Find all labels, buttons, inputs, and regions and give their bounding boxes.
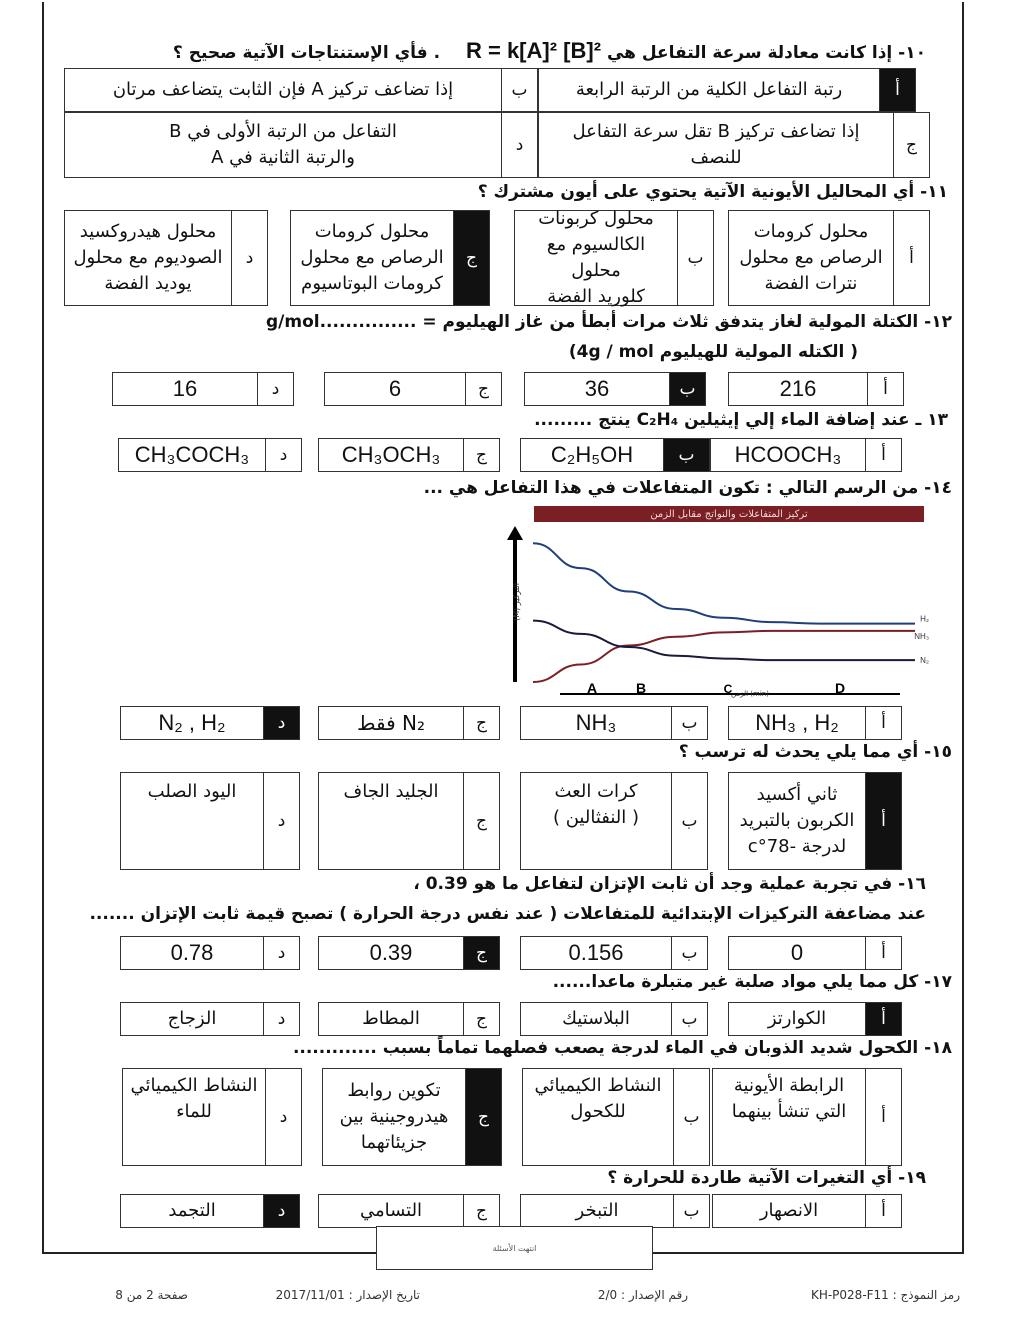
- q10-text: ١٠- إذا كانت معادلة سرعة التفاعل هي R = k[A]² [B]² . فأي الإستنتاجات الآتية صحيح ؟: [172, 38, 926, 63]
- q19-option-b-text: التبخر: [575, 1199, 619, 1221]
- q13-option-b[interactable]: [520, 438, 710, 472]
- q15-option-b[interactable]: [520, 772, 708, 870]
- q17-option-c[interactable]: [318, 1002, 500, 1036]
- q14-option-b[interactable]: [520, 706, 708, 740]
- q14-option-c-text: N₂ فقط: [357, 710, 426, 735]
- q15-text: ١٥- أي مما يلي يحدث له ترسب ؟: [678, 742, 952, 762]
- q12-option-d[interactable]: [112, 372, 294, 406]
- series-line-2: [533, 621, 915, 660]
- q16-line1: ١٦- في تجربة عملية وجد أن ثابت الإتزان لتفاعل ما هو 0.39 ،: [413, 874, 926, 894]
- q13-option-a-letter: أ: [865, 439, 901, 471]
- q11-option-c-text: محلول كرومات الرصاص مع محلول كرومات البوتاسيوم: [300, 220, 444, 295]
- q19-option-b[interactable]: [520, 1194, 710, 1228]
- q16-option-a-text: 0: [790, 940, 804, 966]
- q19-option-c[interactable]: [318, 1194, 500, 1228]
- series-label-2: N₂: [920, 656, 929, 666]
- q17-option-d[interactable]: [120, 1002, 300, 1036]
- q14-option-c-letter: ج: [463, 707, 499, 739]
- q19-option-d-text: التجمد: [168, 1199, 216, 1221]
- q19-option-a[interactable]: [712, 1194, 902, 1228]
- q18-option-c-text: تكوين روابط هيدروجينية بين جزيئاتهما: [339, 1079, 449, 1154]
- q17-option-a-letter: أ: [865, 1003, 901, 1035]
- q15-option-b-text: كرات العث ( النفثالين ): [552, 781, 640, 829]
- q12-option-a-letter: أ: [867, 373, 903, 405]
- q13-option-c-text: CH₃OCH₃: [341, 442, 441, 468]
- q16-option-a[interactable]: [728, 936, 902, 970]
- q19-option-c-letter: ج: [463, 1195, 499, 1227]
- q15-option-c-letter: ج: [463, 773, 499, 869]
- q14-option-a[interactable]: [728, 706, 902, 740]
- q10-option-c-letter: ج: [893, 113, 929, 177]
- q19-option-a-text: الانصهار: [759, 1199, 819, 1221]
- q16-option-b-letter: ب: [671, 937, 707, 969]
- segment-label-a: A: [586, 680, 598, 696]
- q14-option-b-letter: ب: [671, 707, 707, 739]
- q11-option-b[interactable]: [514, 207, 714, 308]
- q12-note: ( الكتله المولية للهيليوم 4g / mol): [568, 342, 858, 362]
- q15-option-d-letter: د: [263, 773, 299, 869]
- q11-option-c[interactable]: [290, 210, 490, 306]
- q17-option-b-text: البلاستيك: [562, 1007, 630, 1029]
- series-line-0: [533, 543, 915, 623]
- q17-option-b-letter: ب: [671, 1003, 707, 1035]
- q11-option-a[interactable]: [728, 210, 930, 306]
- q12-option-b-letter: ب: [669, 373, 705, 405]
- q17-option-a[interactable]: [728, 1002, 902, 1036]
- q11-option-b-text: محلول كربونات الكالسيوم مع محلول كلوريد الفضة: [538, 207, 654, 308]
- q12-option-b-text: 36: [584, 376, 610, 402]
- q19-text: ١٩- أي التغيرات الآتية طاردة للحرارة ؟: [607, 1168, 926, 1188]
- q15-option-a[interactable]: [728, 772, 902, 870]
- q18-option-c[interactable]: [322, 1068, 502, 1166]
- q17-option-c-text: المطاط: [362, 1007, 420, 1029]
- q18-option-a-text: الرابطة الأيونية التي تنشأ بينهما: [731, 1075, 847, 1123]
- q18-option-a[interactable]: [712, 1068, 902, 1166]
- q19-option-a-letter: أ: [865, 1195, 901, 1227]
- q13-option-d-letter: د: [265, 439, 301, 471]
- q11-option-a-letter: أ: [893, 211, 929, 305]
- q15-option-b-letter: ب: [671, 773, 707, 869]
- q17-option-d-text: الزجاج: [167, 1007, 217, 1029]
- y-axis-label: التركيز (M): [512, 583, 521, 621]
- q17-option-d-letter: د: [263, 1003, 299, 1035]
- q16-option-a-letter: أ: [865, 937, 901, 969]
- series-label-1: NH₃: [914, 631, 929, 641]
- q14-option-d-text: N₂ , H₂: [158, 710, 226, 736]
- q15-option-a-text: ثاني أكسيد الكربون بالتبريد لدرجة -78°c: [739, 783, 855, 858]
- x-axis-label: (min) الزمن: [731, 690, 769, 698]
- footer-page: صفحة 2 من 8: [115, 1288, 188, 1302]
- q11-option-b-letter: ب: [677, 211, 713, 305]
- q14-option-a-text: NH₃ , H₂: [755, 710, 839, 736]
- q10-option-c-text: إذا تضاعف تركيز B تقل سرعة التفاعل للنصف: [572, 120, 860, 168]
- footer-version: رقم الإصدار : 2/0: [597, 1288, 688, 1302]
- q15-option-a-letter: أ: [865, 773, 901, 869]
- q10-option-d-letter: د: [501, 113, 537, 177]
- q13-option-b-text: C₂H₅OH: [550, 442, 634, 468]
- q12-option-c[interactable]: [324, 372, 502, 406]
- q17-option-a-text: الكوارتز: [767, 1007, 827, 1029]
- q14-option-d-letter: د: [263, 707, 299, 739]
- q14-option-b-text: NH₃: [575, 710, 617, 736]
- q16-option-d-letter: د: [263, 937, 299, 969]
- q14-option-c[interactable]: [318, 706, 500, 740]
- x-axis: [560, 680, 900, 698]
- chart-title: تركيز المتفاعلات والنواتج مقابل الزمن: [534, 506, 924, 522]
- q13-option-d-text: CH₃COCH₃: [134, 442, 250, 468]
- q12-option-c-text: 6: [388, 376, 402, 402]
- q11-option-c-letter: ج: [453, 211, 489, 305]
- segment-label-d: D: [834, 680, 846, 696]
- q15-option-d[interactable]: [120, 772, 300, 870]
- footer-model-code: رمز النموذج : KH-P028-F11: [810, 1288, 960, 1302]
- q18-option-c-letter: ج: [465, 1069, 501, 1165]
- q16-option-b[interactable]: [520, 936, 708, 970]
- q16-option-c[interactable]: [318, 936, 500, 970]
- q14-option-d[interactable]: [120, 706, 300, 740]
- footer-issue-date: تاريخ الإصدار : 2017/11/01: [275, 1288, 420, 1302]
- q17-option-b[interactable]: [520, 1002, 708, 1036]
- end-of-questions-box: انتهت الأسئلة: [376, 1226, 653, 1270]
- q16-option-b-text: 0.156: [568, 940, 624, 966]
- q13-option-c[interactable]: [318, 438, 500, 472]
- q15-option-d-text: اليود الصلب: [147, 781, 237, 802]
- q18-option-a-letter: أ: [865, 1069, 901, 1165]
- q18-option-b-text: النشاط الكيميائي للكحول: [534, 1075, 662, 1123]
- q12-option-d-letter: د: [257, 373, 293, 405]
- q19-option-c-text: التسامي: [359, 1199, 423, 1221]
- q16-option-d[interactable]: [120, 936, 300, 970]
- q10-option-d[interactable]: [64, 112, 538, 178]
- q12-option-d-text: 16: [172, 376, 198, 402]
- series-line-1: [533, 631, 915, 682]
- concentration-chart: [495, 522, 955, 700]
- q10-option-a-text: رتبة التفاعل الكلية من الرتبة الرابعة: [575, 78, 843, 100]
- q11-option-d-text: محلول هيدروكسيد الصوديوم مع محلول يوديد الفضة: [73, 220, 223, 295]
- q12-option-c-letter: ج: [465, 373, 501, 405]
- q14-option-a-letter: أ: [865, 707, 901, 739]
- q19-option-d-letter: د: [263, 1195, 299, 1227]
- q13-option-c-letter: ج: [463, 439, 499, 471]
- q10-option-b-letter: ب: [501, 69, 537, 111]
- q11-option-d[interactable]: [64, 210, 268, 306]
- q11-text: ١١- أي المحاليل الأيونية الآتية يحتوي على أيون مشترك ؟: [477, 182, 948, 202]
- q13-option-a[interactable]: [710, 438, 902, 472]
- q18-option-d[interactable]: [122, 1068, 302, 1166]
- q16-option-c-letter: ج: [463, 937, 499, 969]
- q12-option-a[interactable]: [728, 372, 904, 406]
- series-label-0: H₂: [920, 614, 929, 624]
- q17-option-c-letter: ج: [463, 1003, 499, 1035]
- q11-option-d-letter: د: [231, 211, 267, 305]
- q18-option-b-letter: ب: [673, 1069, 709, 1165]
- q16-option-c-text: 0.39: [369, 940, 413, 966]
- q16-option-d-text: 0.78: [170, 940, 214, 966]
- q18-option-d-text: النشاط الكيميائي للماء: [130, 1075, 258, 1123]
- q10-option-a-letter: أ: [879, 69, 915, 111]
- q18-option-b[interactable]: [522, 1068, 710, 1166]
- q10-option-b-text: إذا تضاعف تركيز A فإن الثابت يتضاعف مرتان: [112, 78, 454, 100]
- q10-option-c[interactable]: [538, 112, 930, 178]
- q17-text: ١٧- كل مما يلي مواد صلبة غير متبلرة ماعدا......: [552, 972, 952, 992]
- q10-equation: R = k[A]² [B]²: [465, 38, 602, 63]
- q16-line2: عند مضاعفة التركيزات الإبتدائية للمتفاعلات ( عند نفس درجة الحرارة ) تصبح قيمة ثابت الإتزان .......: [89, 904, 926, 924]
- q19-option-b-letter: ب: [673, 1195, 709, 1227]
- q12-option-a-text: 216: [779, 376, 817, 402]
- q13-text: ١٣ ـ عند إضافة الماء إلي إيثيلين C₂H₄ ينتج .........: [534, 410, 948, 430]
- q15-option-c[interactable]: [318, 772, 500, 870]
- q18-text: ١٨- الكحول شديد الذوبان في الماء لدرجة يصعب فصلهما تماماً بسبب .............: [292, 1038, 952, 1058]
- q14-text: ١٤- من الرسم التالي : تكون المتفاعلات في هذا التفاعل هي ...: [423, 478, 952, 498]
- q10-option-d-text: التفاعل من الرتبة الأولى في B والرتبة الثانية في A: [169, 120, 397, 168]
- q12-text: ١٢- الكتلة المولية لغاز يتدفق ثلاث مرات أبطأ من غاز الهيليوم = ...............g/mol: [265, 312, 952, 332]
- segment-label-c: C: [723, 682, 733, 696]
- segment-label-b: B: [635, 680, 647, 696]
- q19-option-d[interactable]: [120, 1194, 300, 1228]
- q11-option-a-text: محلول كرومات الرصاص مع محلول نترات الفضة: [739, 220, 883, 295]
- q18-option-d-letter: د: [265, 1069, 301, 1165]
- q10-option-b[interactable]: [64, 68, 538, 112]
- q13-option-b-letter: ب: [663, 439, 709, 471]
- q13-option-d[interactable]: [118, 438, 302, 472]
- q15-option-c-text: الجليد الجاف: [343, 781, 439, 802]
- q12-option-b[interactable]: [524, 372, 706, 406]
- q10-option-a[interactable]: [538, 68, 916, 112]
- q13-option-a-text: HCOOCH₃: [734, 442, 842, 468]
